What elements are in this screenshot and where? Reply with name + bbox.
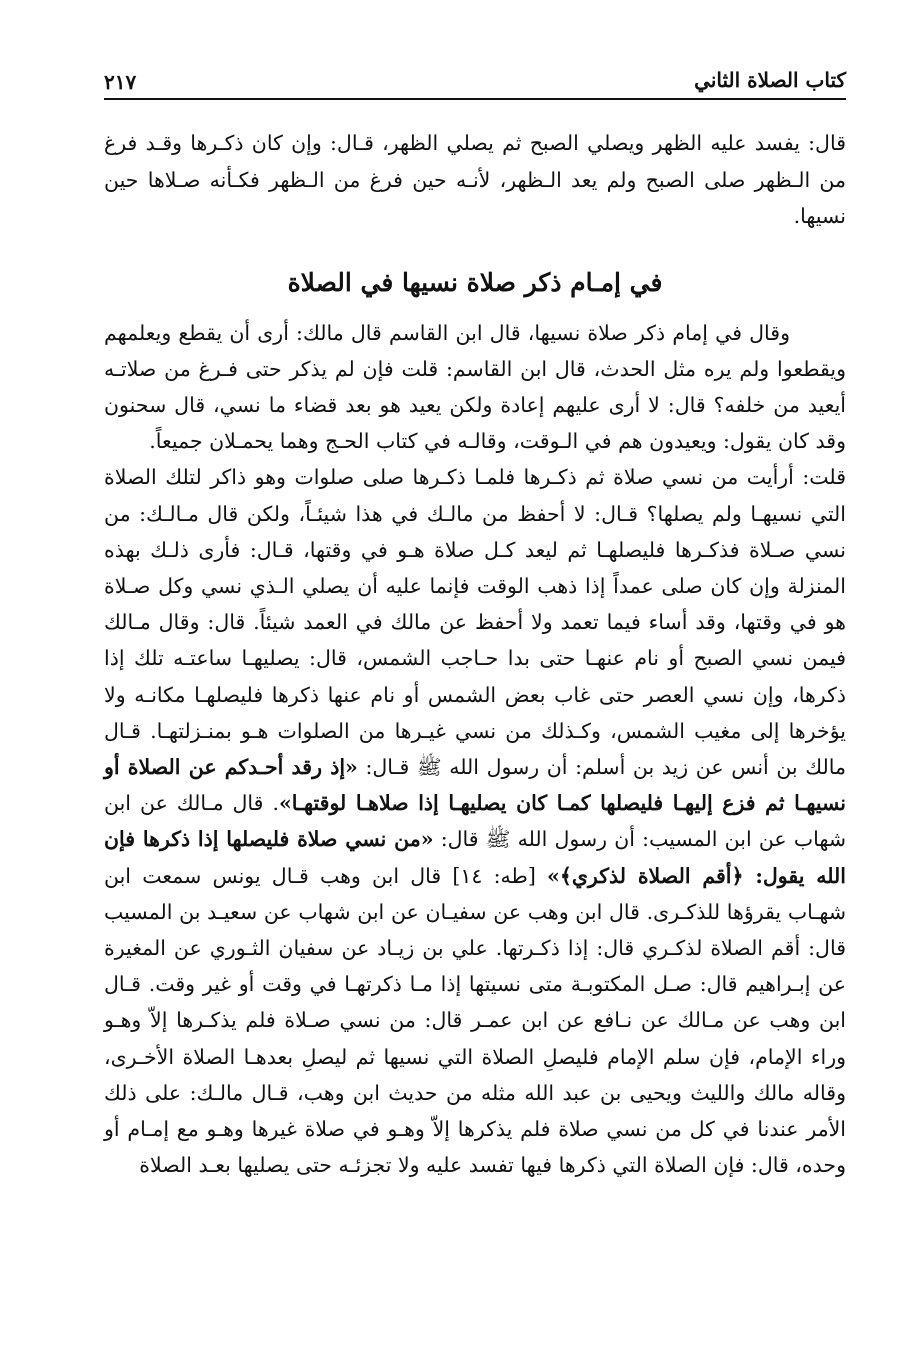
book-page [104,60,846,1320]
section-heading: في إمـام ذكر صلاة نسيها في الصلاة [287,267,663,297]
paragraph-2 [104,459,846,1183]
paragraph-2-text-b: . قال مـالك عن ابن شهاب عن ابن المسيب: أن رسول الله ﷺ قال: [104,791,846,852]
running-header [104,60,846,100]
paragraph-1 [104,315,846,460]
hadith-quote-1: «إذ رقد أحـدكم عن الصلاة أو نسيهـا ثم فزع إليهـا فليصلها كمـا كان يصليهـا إذا صلاهـا لوقتهـا» [104,754,846,816]
section-body [104,315,846,1184]
paragraph-1-text: وقال في إمام ذكر صلاة نسيها، قال ابن القاسم قال مالك: أرى أن يقطع ويعلمهم ويقطعوا ولم يره مثل الحدث، قال ابن القاسم: قلت فإن لم يذكر حتى فـرغ من صلاتـه أيعيد من خلفه؟ قال: لا أرى عليهم إعادة ولكن يعيد هو بعد قضاء ما نسي، قال سحنون وقد كان يقول: ويعيدون هم في الـوقت، وقالـه في كتاب الحـج وهما يحمـلان جميعاً. [104,320,846,454]
running-title: كتاب الصلاة الثاني [694,68,846,92]
intro-paragraph: قال: يفسد عليه الظهر ويصلي الصبح ثم يصلي الظهر، قـال: وإن كان ذكـرها وقـد فرغ من الـظهر صلى الصبح ولم يعد الـظهر، لأنـه حين فرغ من الـظهر فكـأنه صـلاها حين نسيها. [104,131,846,228]
paragraph-2-text-c: [طه: ١٤] قال ابن وهب قـال يونس سمعت ابن شهـاب يقرؤها للذكـرى. قال ابن وهب عن سفيـان عن ابن شهاب عن سعيـد بن المسيب قال: أقم الصلاة لذكـري قال: إذا ذكـرتها. علي بن زيـاد عن سفيان الثـوري عن المغيرة عن إبـراهيم قال: صـل المكتوبـة متى نسيتها إذا مـا ذكرتهـا في وقت أو غير وقت. قـال ابن وهب عن مـالك عن نـافع عن ابن عمـر قال: من نسي صـلاة فلم يذكـرها إلاّ وهـو وراء الإمام، فإن سلم الإمام فليصلِ الصلاة التي نسيها ثم ليصلِ بعدهـا الصلاة الأخـرى، وقاله مالك والليث ويحيى بن عبد الله مثله من حديث ابن وهب، قـال مالـك: على ذلك الأمر عندنا في كل من نسي صلاة فلم يذكرها إلاّ وهـو في صلاة غيرها وهـو مع إمـام أو وحده، قال: فإن الصلاة التي ذكرها فيها تفسد عليه ولا تجزئـه حتى يصليها بعـد الصلاة [104,863,846,1178]
page-number: ٢١٧ [104,70,137,94]
paragraph-2-text-a: قلت: أرأيت من نسي صلاة ثم ذكـرها فلمـا ذكـرها صلى صلوات وهو ذاكر لتلك الصلاة التي نسيهـا ولم يصلها؟ قـال: لا أحفظ من مالـك في هذا شيئـاً، ولكن قال مـالـك: من نسي صـلاة فذكـرها فليصلهـا ثم ليعد كـل صلاة هـو في وقتها، قـال: فأرى ذلـك بهذه المنزلة وإن كان صلى عمداً إذا ذهب الوقت فإنما عليه أن يصلي الـذي نسي وكل صـلاة هو في وقتها، وقد أساء فيما تعمد ولا أحفظ عن مالك في العمد شيئاً. قال: وقال مـالك فيمن نسي الصبح أو نام عنهـا حتى بدا حـاجب الشمس، قال: يصليهـا ساعتـه تلك إذا ذكرها، وإن نسي العصر حتى غاب بعض الشمس أو نام عنها ذكرها فليصلهـا مكانـه ولا يؤخرها إلى مغيب الشمس، وكـذلك من نسي غيـرها من الصلوات هـو بمنـزلتهـا. قـال مالك بن أنس عن زيد بن أسلم: أن رسول الله ﷺ قـال: [104,465,846,779]
hadith-quote-2: «من نسي صلاة فليصلها إذا ذكرها فإن الله يقول: ﴿أقم الصلاة لذكري﴾» [104,827,846,888]
